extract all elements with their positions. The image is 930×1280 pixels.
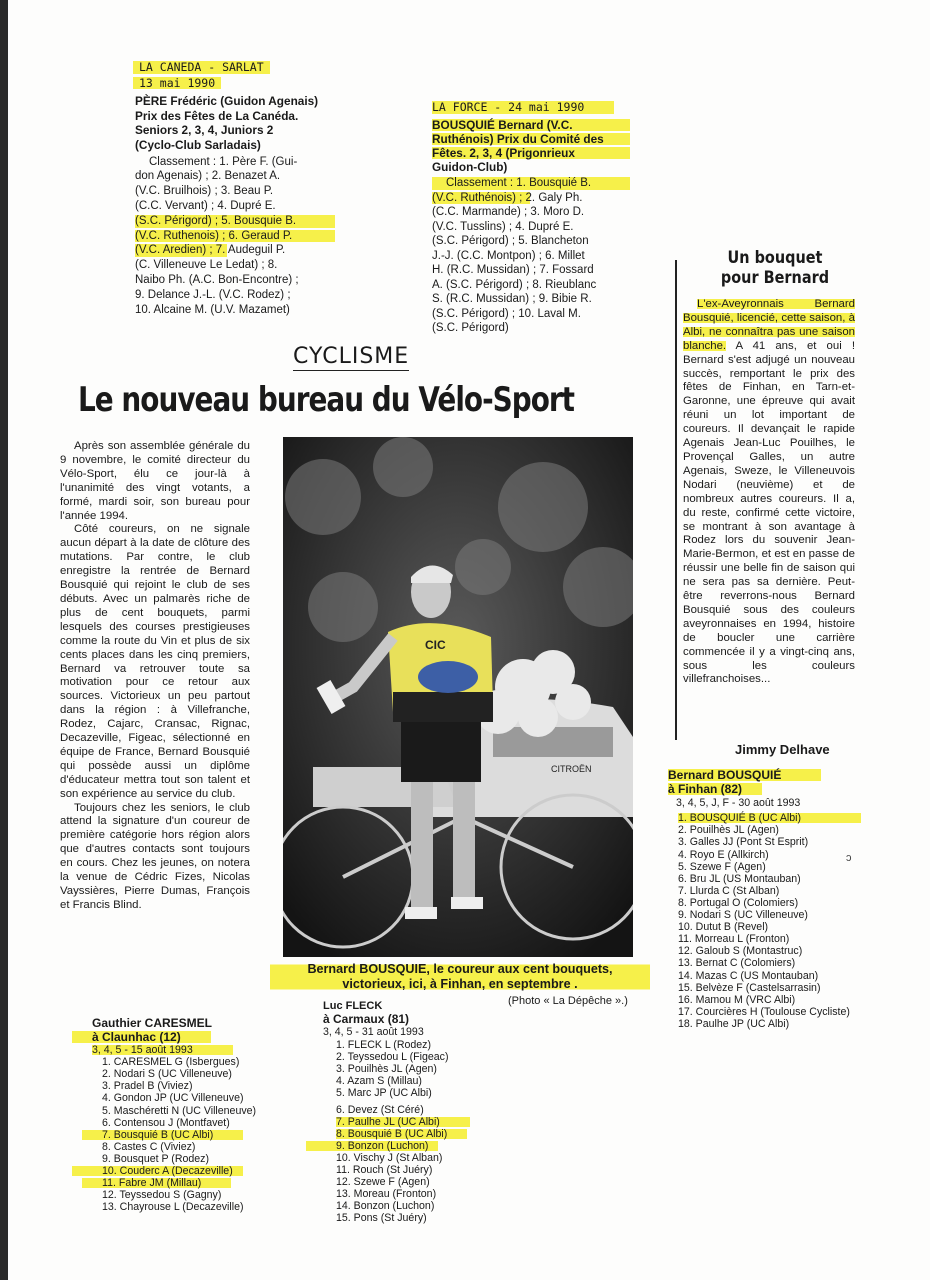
article-paragraph: Côté coureurs, on ne signale aucun départ à la date de clôture des mutations. Par contre, le club enregistre la rentrée de Bernard Bousquié qui rejoint le club de ses débuts. Avec un palmarès riche de plus de cent bouquets, parmi lesquels des courses prestigieuses comme la route du Vin et plus de six cents places dans les cinq premiers, Bernard va retrouver toute sa motivation pour ce retour aux sources. Victorieux un peu partout dans la région : à Villefranche, Rodez, Cajarc, Cransac, Rignac, Decazeville, Figeac, sélectionné en équipe de France, Bernard Bousquié qui possède aussi un diplôme d'éducateur mettra tout son talent et son expérience au service du club. [60,523,250,800]
list-item: 17. Courcières H (Toulouse Cycliste) [678,1005,850,1018]
article-body [60,440,250,913]
list-item: 6. Bru JL (US Montauban) [678,872,801,885]
classement-line-highlight: (V.C. Aredien) ; 7. Audeguil P. [135,244,286,257]
result-block-la-force [432,100,630,336]
sidebar-title [707,248,843,288]
classement-line: (S.C. Périgord) [432,322,509,335]
classement-line: 10. Alcaine M. (U.V. Mazamet) [135,303,290,316]
results-title: à Claunhac (12) [72,1030,211,1044]
results-list [102,1056,322,1213]
list-item-highlight: 10. Couderc A (Decazeville) [72,1165,243,1177]
list-item: 1. FLECK L (Rodez) [336,1039,431,1052]
photo-credit: (Photo « La Dépêche ».) [508,995,628,1007]
results-claunhac [92,1016,322,1213]
classement-line-highlight: (V.C. Ruthénois) ; 2. Galy Ph. [432,191,583,204]
event-line: Prix des Fêtes de La Canéda. [135,108,299,123]
photo-illustration [283,437,633,957]
classement-line: (S.C. Périgord) ; 5. Blancheton [432,235,589,248]
list-item: 14. Mazas C (US Montauban) [678,969,819,982]
list-item: 18. Paulhe JP (UC Albi) [678,1017,790,1030]
results-title: à Carmaux (81) [323,1012,410,1026]
results-finhan [668,768,878,1030]
caption-line: victorieux, ici, à Finhan, en septembre . [342,977,578,991]
list-item: 12. Teyssedou S (Gagny) [102,1189,222,1202]
list-item: 6. Devez (St Céré) [336,1103,424,1116]
sidebar-title-line: Un bouquet [727,248,823,268]
list-item: 15. Belvèze F (Castelsarrasin) [678,981,821,994]
article-title: Le nouveau bureau du Vélo-Sport [78,380,575,420]
list-item: 5. Marc JP (UC Albi) [336,1087,432,1100]
classement-line-highlight: (S.C. Périgord) ; 5. Bousquie B. [135,214,335,229]
results-title: Bernard BOUSQUIÉ [668,768,821,782]
article-paragraph: Toujours chez les seniors, le club attend la signature d'un coureur de première catégorie hors région alors que d'autres contacts sont toujours en cours. Chez les jeunes, on notera la venue de Cédric Fizes, Nicolas Vayssières, Pierre Dumas, François et Francis Blind. [60,801,250,911]
results-title: à Finhan (82) [668,782,762,796]
list-item: 4. Azam S (Millau) [336,1075,422,1088]
results-list [678,812,878,1030]
jersey-text: CIC [425,638,446,652]
block-header: LA FORCE - 24 mai 1990 [432,100,614,115]
list-item: 5. Szewe F (Agen) [678,860,766,873]
classement-line-highlight: (V.C. Ruthenois) ; 6. Geraud P. [135,229,335,244]
results-carmaux [323,1000,533,1225]
list-item: 4. Royo E (Allkirch) [678,848,769,861]
category-line: Seniors 2, 3, 4, Juniors 2 [135,123,274,138]
cyclist-photo [283,437,633,957]
list-item-highlight: 8. Bousquié B (UC Albi) [336,1128,467,1140]
classement-line: (S.C. Périgord) ; 10. Laval M. [432,307,581,320]
block-header: LA CANEDA - SARLAT [133,60,270,75]
classement-line: don Agenais) ; 2. Benazet A. [135,170,281,183]
results-title: Gauthier CARESMEL [92,1016,213,1030]
classement-line: (C.C. Marmande) ; 3. Moro D. [432,206,585,219]
results-meta: 3, 4, 5 - 31 août 1993 [323,1026,424,1038]
list-item: 3. Galles JJ (Pont St Esprit) [678,836,809,849]
classement-line: (V.C. Tusslins) ; 4. Dupré E. [432,220,574,233]
section-kicker [293,344,409,369]
list-item: 4. Gondon JP (UC Villeneuve) [102,1092,244,1105]
list-item: 15. Pons (St Juéry) [336,1212,427,1225]
list-item: 12. Galoub S (Montastruc) [678,945,803,958]
sidebar-text [683,298,855,687]
list-item: 9. Nodari S (UC Villeneuve) [678,909,808,922]
classement [135,155,335,318]
category-line: Fêtes. 2, 3, 4 (Prigonrieux [432,146,630,160]
list-item: 7. Llurda C (St Alban) [678,884,780,897]
list-item: 10. Dutut B (Revel) [678,921,769,934]
winner-line: BOUSQUIÉ Bernard (V.C. [432,118,630,132]
sidebar-title-line: pour Bernard [720,268,830,288]
article-paragraph: Après son assemblée générale du 9 novembre, le comité directeur du Vélo-Sport, élu ce jour-là à l'unanimité des vingt votants, a formé, mardi soir, son bureau pour l'année 1994. [60,440,250,522]
list-item: 5. Maschéretti N (UC Villeneuve) [102,1104,257,1117]
list-item: 8. Castes C (Viviez) [102,1140,196,1153]
list-item: 1. CARESMEL G (Isbergues) [102,1056,240,1069]
classement-line: A. (S.C. Périgord) ; 8. Rieublanc [432,278,597,291]
list-item: 13. Chayrouse L (Decazeville) [102,1201,244,1214]
sidebar-text-rest: A 41 ans, et oui ! Bernard s'est adjugé un nouveau succès, remportant le prix des fêtes de Finhan, en Tarn-et-Garonne, une épreuve qui avait réuni un lot important de coureurs. Il devançait le rapide Agenais Jean-Luc Pouilhes, le Provençal Galles, un autre Agenais, Sweze, le Villeneuvois Nodari (neuvième) et de nombreux autres coureurs. Il a, du reste, confirmé cette victoire, se montrant à son avantage à Rodez lors du souvenir Jean-Marie-Bermon, et est en passe de réussir une belle fin de saison qui ne sera pas sa dernière. Peut-être reverrons-nous Bernard Bousquié sous des couleurs aveyronnaises en 1994, histoire de boucler une carrière commencée il y a vingt-cinq ans, sous les couleurs villefranchoises... [683,339,855,686]
pen-mark: ↄ [846,852,852,864]
classement-line: Naibo Ph. (A.C. Bon-Encontre) ; [135,273,299,286]
classement-line: (C.C. Vervant) ; 4. Dupré E. [135,199,276,212]
list-item: 14. Bonzon (Luchon) [336,1200,435,1213]
results-list [336,1039,533,1224]
list-item-highlight: 7. Bousquié B (UC Albi) [82,1129,243,1141]
list-item: 2. Teyssedou L (Figeac) [336,1051,449,1064]
list-item: 10. Vischy J (St Alban) [336,1151,443,1164]
results-meta: 3, 4, 5, J, F - 30 août 1993 [676,797,801,810]
organizer-line: Guidon-Club) [432,160,508,175]
scan-edge [0,0,8,1280]
list-item: 8. Portugal O (Colomiers) [678,896,799,909]
event-line: Ruthénois) Prix du Comité des [432,132,630,146]
classement-line: (V.C. Bruilhois) ; 3. Beau P. [135,185,274,198]
sidebar-text-highlight: L'ex-Aveyronnais Bernard Bousquié, licencié, cette saison, à Albi, ne connaîtra pas une saison blanche. [683,298,855,352]
list-item-highlight: 11. Fabre JM (Millau) [82,1177,231,1189]
sidebar-article [675,248,857,768]
classement-line: 9. Delance J.-L. (V.C. Rodez) ; [135,288,291,301]
caption-line: Bernard BOUSQUIE, le coureur aux cent bouquets, [307,962,613,976]
list-item-highlight: 7. Paulhe JL (UC Albi) [336,1116,470,1128]
organizer-line: (Cyclo-Club Sarladais) [135,137,261,152]
results-meta: 3, 4, 5 - 15 août 1993 [92,1044,233,1056]
photo-caption [270,962,650,992]
classement-line: J.-J. (C.C. Montpon) ; 6. Millet [432,249,585,262]
list-item: 3. Pouilhès JL (Agen) [336,1063,437,1076]
classement-line: Classement : 1. Père F. (Gui- [149,155,298,168]
winner-line: PÈRE Frédéric (Guidon Agenais) [135,94,319,109]
list-item: 13. Moreau (Fronton) [336,1188,437,1201]
classement-line-highlight: Classement : 1. Bousquié B. [432,176,630,191]
sidebar-signature: Jimmy Delhave [735,742,830,757]
sidebar-rule [675,260,677,740]
list-item: 6. Contensou J (Montfavet) [102,1116,230,1129]
car-badge-text: CITROËN [551,764,592,774]
kicker-text: CYCLISME [293,344,410,369]
list-item-highlight: 9. Bonzon (Luchon) [306,1140,438,1152]
list-item: 13. Bernat C (Colomiers) [678,957,796,970]
block-date: 13 mai 1990 [133,76,221,91]
list-item: 2. Nodari S (UC Villeneuve) [102,1068,232,1081]
classement [432,176,630,336]
results-title: Luc FLECK [323,1000,383,1012]
list-item: 11. Morreau L (Fronton) [678,933,790,946]
list-item: 16. Mamou M (VRC Albi) [678,993,796,1006]
list-item: 2. Pouilhès JL (Agen) [678,824,779,837]
result-block-la-caneda [135,60,335,317]
list-item: 12. Szewe F (Agen) [336,1176,430,1189]
list-item: 11. Rouch (St Juéry) [336,1164,433,1177]
list-item: 9. Bousquet P (Rodez) [102,1152,209,1165]
list-item: 3. Pradel B (Viviez) [102,1080,193,1093]
classement-line: (C. Villeneuve Le Ledat) ; 8. [135,259,278,272]
list-item-highlight: 1. BOUSQUIÉ B (UC Albi) [678,812,861,824]
classement-line: H. (R.C. Mussidan) ; 7. Fossard [432,264,594,277]
classement-line: S. (R.C. Mussidan) ; 9. Bibie R. [432,293,592,306]
